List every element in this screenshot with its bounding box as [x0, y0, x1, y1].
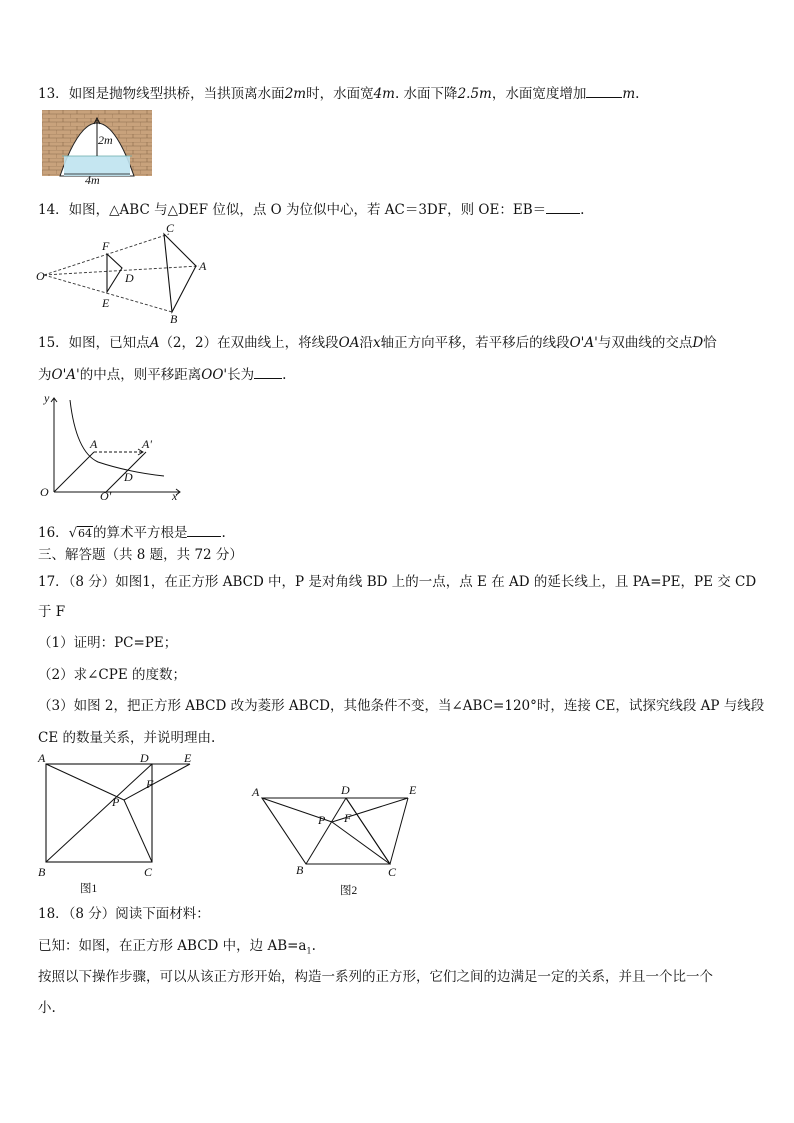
- q18-line-4: 小.: [38, 1000, 56, 1016]
- q17-part-3a: （3）如图 2，把正方形 ABCD 改为菱形 ABCD，其他条件不变，当∠ABC=120°时，连接 CE，试探究线段 AP 与线段: [38, 698, 765, 714]
- q13-value-1: 2m: [284, 86, 307, 102]
- q15-text-2d: OO': [201, 367, 228, 383]
- q16-end: .: [221, 525, 226, 541]
- q16-answer-blank: [187, 522, 221, 537]
- q15-text-k: 恰: [703, 335, 717, 351]
- q16-line: [38, 522, 226, 543]
- q17-part-1: （1）证明：PC=PE；: [38, 635, 178, 651]
- q18-subscript: 1: [306, 946, 312, 956]
- q15-text-e: 沿: [359, 335, 373, 351]
- q14-label-e: E: [102, 296, 110, 310]
- q17-fig1-label-f: F: [146, 777, 154, 791]
- q14-text: 14．如图，△ABC 与△DEF 位似，点 O 为位似中心，若 AC＝3DF，则 OE：EB＝: [38, 202, 547, 218]
- q13-value-3: 2.5m: [457, 86, 492, 102]
- q15-label-y: y: [44, 392, 50, 405]
- q17-line-1: 17．（8 分）如图1，在正方形 ABCD 中，P 是对角线 BD 上的一点，点 E 在 AD 的延长线上，且 PA=PE，PE 交 CD: [38, 574, 757, 590]
- q17-fig2-label-b: B: [296, 863, 304, 877]
- q15-line-1: [38, 334, 717, 352]
- q15-text-i: 与双曲线的交点: [597, 335, 693, 351]
- q17-fig2-label-c: C: [388, 865, 397, 879]
- q15-text-2b: O'A': [51, 367, 80, 383]
- q17-line-2: 于 F: [38, 604, 66, 620]
- q15-line-2: [38, 364, 286, 384]
- q15-text-c: （2，2）在双曲线上，将线段: [159, 335, 339, 351]
- q15-text-g: 轴正方向平移，若平移后的线段: [380, 335, 570, 351]
- q14-label-f: F: [102, 239, 110, 253]
- q15-figure-hyperbola: [38, 392, 188, 502]
- q15-label-d: D: [124, 470, 133, 484]
- q15-text-b: A: [149, 335, 160, 351]
- q13-text-5: .: [635, 86, 640, 102]
- q13-text-3: . 水面下降: [394, 86, 458, 102]
- q14-label-c: C: [166, 221, 175, 235]
- q17-fig2-label-f: F: [344, 811, 352, 825]
- q17-part-2: （2）求∠CPE 的度数；: [38, 667, 186, 683]
- q17-fig1-caption: 图1: [80, 883, 98, 895]
- q15-label-o: O: [40, 485, 49, 499]
- q17-fig1-label-p: P: [112, 795, 120, 809]
- q16-sqrt-sign: √: [68, 526, 77, 541]
- q18-line-3: 按照以下操作步骤，可以从该正方形开始，构造一系列的正方形，它们之间的边满足一定的关系，并且一个比一个: [38, 969, 713, 985]
- q15-label-o-prime: O': [100, 489, 112, 502]
- q17-fig2-label-p: P: [318, 813, 326, 827]
- q18-line-1: 18．（8 分）阅读下面材料：: [38, 906, 210, 922]
- q17-figure-2-rhombus: [248, 780, 434, 900]
- q13-line: [38, 83, 639, 103]
- q13-text-4: ，水面宽度增加: [491, 86, 587, 102]
- q14-label-d: D: [125, 271, 134, 285]
- q13-text-1: 如图是抛物线型拱桥，当拱顶离水面: [68, 86, 285, 102]
- q13-height-label: 2m: [98, 133, 113, 147]
- q15-answer-blank: [254, 364, 282, 379]
- q13-figure-arch-bridge: [42, 110, 152, 186]
- q13-text-2: 时，水面宽: [306, 86, 374, 102]
- q16-number: 16．: [38, 525, 69, 541]
- q17-fig1-label-d: D: [140, 751, 149, 765]
- q15-text-h: O'A': [569, 335, 598, 351]
- q15-text-2a: 为: [38, 367, 52, 383]
- q14-label-b: B: [170, 312, 178, 326]
- q18-text-2a: 已知：如图，在正方形 ABCD 中，边 AB=a: [38, 938, 307, 954]
- q17-fig2-label-e: E: [409, 783, 417, 797]
- q15-text-j: D: [692, 335, 704, 351]
- q15-label-a-prime: A': [142, 437, 152, 451]
- q15-text-2e: 长为: [227, 367, 255, 383]
- q15-text-f: x: [372, 335, 381, 351]
- q17-fig2-label-a: A: [252, 785, 260, 799]
- q18-line-2: [38, 937, 316, 961]
- q13-unit: m: [622, 86, 636, 102]
- section-3-heading: 三、解答题（共 8 题，共 72 分）: [38, 547, 243, 563]
- q17-part-3b: CE 的数量关系，并说明理由.: [38, 730, 216, 746]
- q14-answer-blank: [546, 199, 580, 214]
- q14-figure-similar-triangles: [34, 220, 224, 330]
- q14-label-o: O: [36, 269, 45, 283]
- q17-fig1-label-a: A: [38, 751, 46, 765]
- q13-width-label: 4m: [85, 173, 100, 186]
- q14-line: [38, 199, 584, 219]
- q15-text-a: 15．如图，已知点: [38, 335, 150, 351]
- q17-fig2-caption: 图2: [340, 885, 358, 897]
- q15-text-d: OA: [338, 335, 360, 351]
- q17-fig1-label-e: E: [184, 751, 192, 765]
- q13-answer-blank: [586, 83, 622, 98]
- q15-label-x: x: [172, 489, 178, 502]
- q13-number: 13．: [38, 86, 69, 102]
- q16-radicand: 64: [77, 527, 92, 540]
- q17-fig2-label-d: D: [341, 783, 350, 797]
- q18-text-2b: .: [311, 938, 316, 954]
- q15-text-2c: 的中点，则平移距离: [79, 367, 202, 383]
- q17-figure-1-square: [34, 750, 204, 898]
- q15-text-2f: .: [282, 367, 287, 383]
- q17-fig1-label-b: B: [38, 865, 46, 879]
- q16-text: 的算术平方根是: [92, 525, 188, 541]
- q17-fig1-label-c: C: [144, 865, 153, 879]
- q15-label-a: A: [90, 437, 98, 451]
- q13-value-2: 4m: [373, 86, 395, 102]
- q14-label-a: A: [199, 259, 207, 273]
- q14-end: .: [580, 202, 585, 218]
